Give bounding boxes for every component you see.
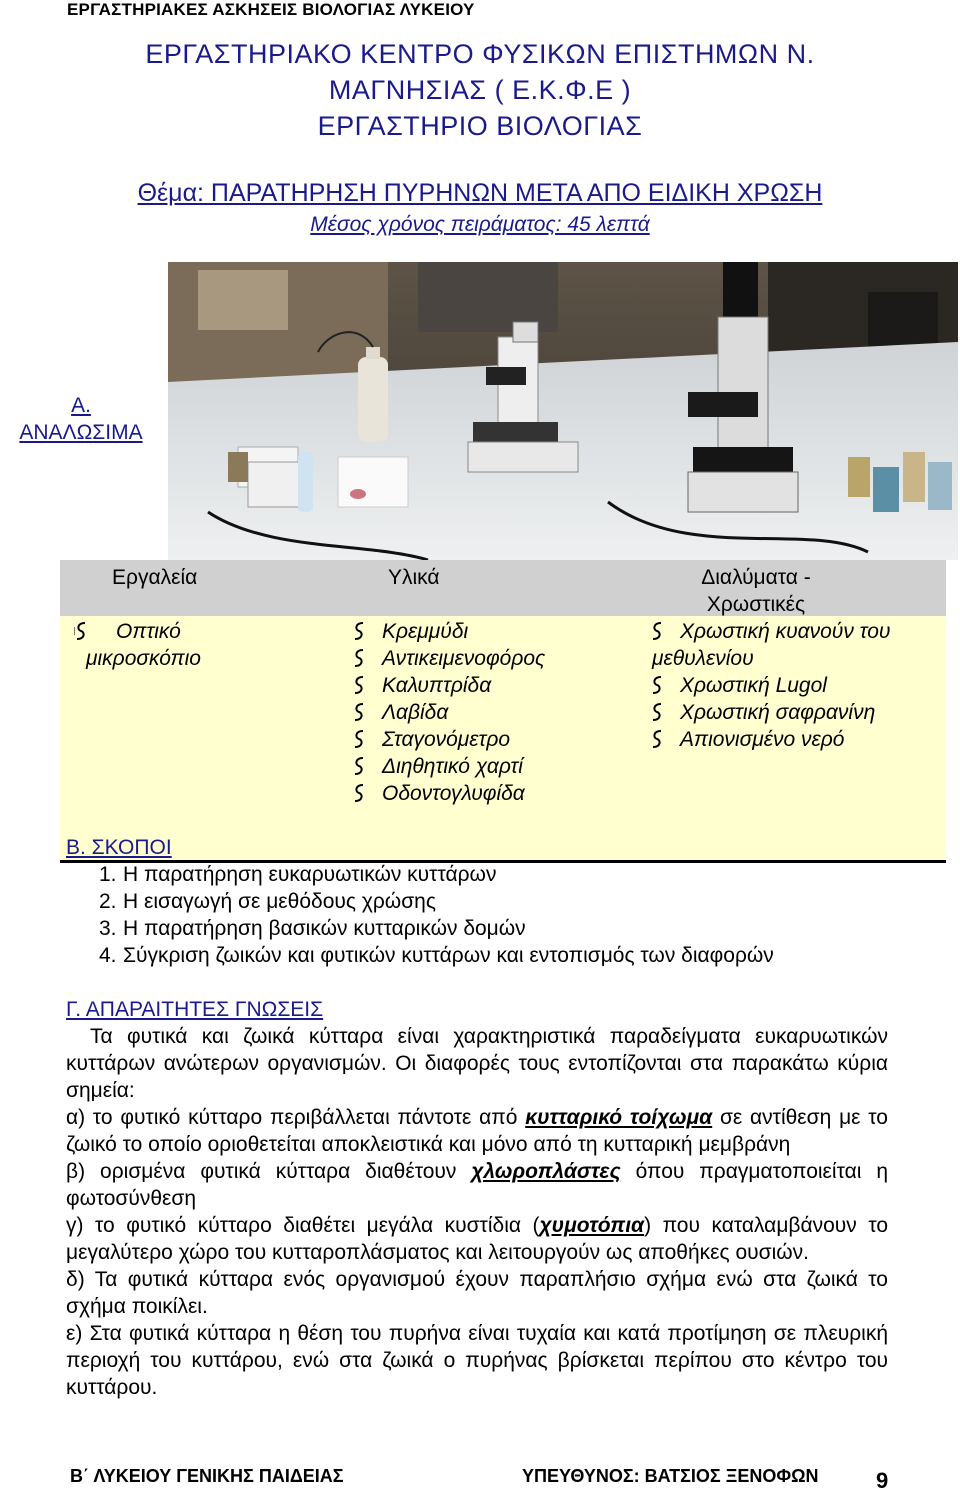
bullet-icon [352,756,366,776]
page-number: 9 [876,1468,889,1493]
solution-item [620,618,890,645]
tool-item-label-1: Οπτικό [116,620,181,643]
bullet-icon [352,648,366,668]
tool-item [52,618,201,645]
bullet-icon [352,702,366,722]
lab-photo-illustration [168,262,958,560]
lab-photo [168,262,958,560]
material-label: Αντικειμενοφόρος [382,647,546,670]
point-a-term: κυτταρικό τοίχωμα [525,1106,713,1129]
objective-text: Σύγκριση ζωικών και φυτικών κυττάρων και εντοπισμός των διαφορών [123,944,774,967]
bullet-icon [352,729,366,749]
solution-item [620,726,890,753]
tool-item-label-2: μικροσκόπιο [86,647,201,670]
header-solutions-line1: Διαλύματα - [701,566,811,589]
bullet-icon [352,675,366,695]
header-materials: Υλικά [388,566,440,589]
materials-column [322,618,545,807]
theme-block [0,176,960,240]
material-item [322,780,545,807]
point-b-term: χλωροπλάστες [471,1160,621,1183]
material-label: Λαβίδα [382,701,449,724]
bullet-icon [650,675,664,695]
point-c-after: ) που καταλαμβάνουν το μεγαλύτερο χώρο του κυτταροπλάσματος και λειτουργούν ως αποθήκες ουσιών. [66,1214,888,1264]
point-b-after: όπου πραγματοποιείται η φωτοσύνθεση [66,1160,889,1210]
tool-item-continued [52,645,201,672]
materials-table-header [60,560,946,616]
solution-label: Χρωστική Lugol [680,674,827,697]
duration-line: Μέσος χρόνος πειράματος: 45 λεπτά [310,213,650,236]
material-item [322,699,545,726]
tools-column [52,618,201,672]
document-title [0,36,960,144]
solutions-column [620,618,890,753]
solution-item [620,672,890,699]
objective-item [99,915,926,942]
material-item [322,753,545,780]
solution-label: Απιονισμένο νερό [680,728,845,751]
material-label: Κρεμμύδι [382,620,469,643]
header-solutions-line2: Χρωστικές [706,593,806,616]
running-header: ΕΡΓΑΣΤΗΡΙΑΚΕΣ ΑΣΚΗΣΕΙΣ ΒΙΟΛΟΓΙΑΣ ΛΥΚΕΙΟΥ [67,0,475,19]
title-line-2: ΜΑΓΝΗΣΙΑΣ ( Ε.Κ.Φ.Ε ) [328,75,632,105]
objectives-title: Β. ΣΚΟΠΟΙ [66,836,172,859]
topic-line: Θέμα: ΠΑΡΑΤΗΡΗΣΗ ΠΥΡΗΝΩΝ ΜΕΤΑ ΑΠΟ ΕΙΔΙΚΗ ΧΡΩΣΗ [137,179,823,207]
objective-number: 3. [99,917,117,940]
solution-label: Χρωστική σαφρανίνη [680,701,876,724]
solution-label: μεθυλενίου [652,647,754,670]
material-label: Καλυπτρίδα [382,674,492,697]
solution-label: Χρωστική κυανούν του [680,620,891,643]
objective-number: 2. [99,890,117,913]
point-c-before: γ) το φυτικό κύτταρο διαθέτει μεγάλα κυστίδια ( [66,1214,540,1237]
objectives-list [66,861,926,969]
bullet-icon [650,621,664,641]
material-label: Σταγονόμετρο [382,728,511,751]
materials-table [60,560,946,863]
knowledge-title: Γ. ΑΠΑΡΑΙΤΗΤΕΣ ΓΝΩΣΕΙΣ [66,998,324,1021]
objective-number: 4. [99,944,117,967]
bullet-icon [650,702,664,722]
point-a-after: σε αντίθεση με το ζωικό το οποίο οριοθετείται αποκλειστικά και μόνο από τη κυτταρική μεμβράνη [66,1106,888,1156]
objective-text: Η παρατήρηση βασικών κυτταρικών δομών [123,917,526,940]
material-label: Οδοντογλυφίδα [382,782,525,805]
material-item [322,645,545,672]
title-line-1: ΕΡΓΑΣΤΗΡΙΑΚΟ ΚΕΝΤΡΟ ΦΥΣΙΚΩΝ ΕΠΙΣΤΗΜΩΝ Ν. [145,39,815,69]
material-item [322,618,545,645]
header-solutions [684,564,828,618]
bullet-icon [352,621,366,641]
knowledge-intro: Τα φυτικά και ζωικά κύτταρα είναι χαρακτηριστικά παραδείγματα ευκαρυωτικών κυττάρων ανώτερων οργανισμών. Οι διαφορές τους εντοπίζονται στα παρακάτω κύρια σημεία: [66,1025,888,1102]
knowledge-point-a [66,1104,888,1158]
bullet-icon [352,783,366,803]
objective-item [99,942,926,969]
solution-item [620,699,890,726]
knowledge-point-e: ε) Στα φυτικά κύτταρα η θέση του πυρήνα είναι τυχαία και κατά προτίμηση σε πλευρική περιοχή του κυττάρου, ενώ στα ζωικά ο πυρήνας βρίσκεται περίπου στο κέντρο του κυττάρου. [66,1322,888,1399]
materials-table-body [60,616,946,863]
footer-right: ΥΠΕΥΘΥΝΟΣ: ΒΑΤΣΙΟΣ ΞΕΝΟΦΩΝ [522,1466,819,1486]
objective-text: Η εισαγωγή σε μεθόδους χρώσης [123,890,436,913]
point-b-before: β) ορισμένα φυτικά κύτταρα διαθέτουν [66,1160,472,1183]
objectives-section [66,834,926,969]
bullet-icon [650,729,664,749]
section-a-label: Α. [71,394,91,417]
section-a-heading [6,392,156,446]
knowledge-point-d: δ) Τα φυτικά κύτταρα ενός οργανισμού έχουν παραπλήσιο σχήμα ενώ στα ζωικά το σχήμα ποικίλει. [66,1268,888,1318]
objective-item [99,888,926,915]
objective-item [99,861,926,888]
knowledge-section [66,996,888,1401]
material-item [322,726,545,753]
material-label: Διηθητικό χαρτί [382,755,523,778]
point-a-before: α) το φυτικό κύτταρο περιβάλλεται πάντοτε από [66,1106,526,1129]
objective-text: Η παρατήρηση ευκαρυωτικών κυττάρων [123,863,497,886]
section-a-title: ΑΝΑΛΩΣΙΜΑ [19,421,143,444]
bullet-icon [74,621,88,641]
objective-number: 1. [99,863,117,886]
footer-left: Β΄ ΛΥΚΕΙΟΥ ΓΕΝΙΚΗΣ ΠΑΙΔΕΙΑΣ [70,1466,344,1486]
title-line-3: ΕΡΓΑΣΤΗΡΙΟ ΒΙΟΛΟΓΙΑΣ [317,111,643,141]
knowledge-point-c [66,1212,888,1266]
header-tools: Εργαλεία [112,566,198,589]
solution-item-continued [620,645,890,672]
knowledge-point-b [66,1158,888,1212]
material-item [322,672,545,699]
point-c-term: χυμοτόπια [539,1214,645,1237]
